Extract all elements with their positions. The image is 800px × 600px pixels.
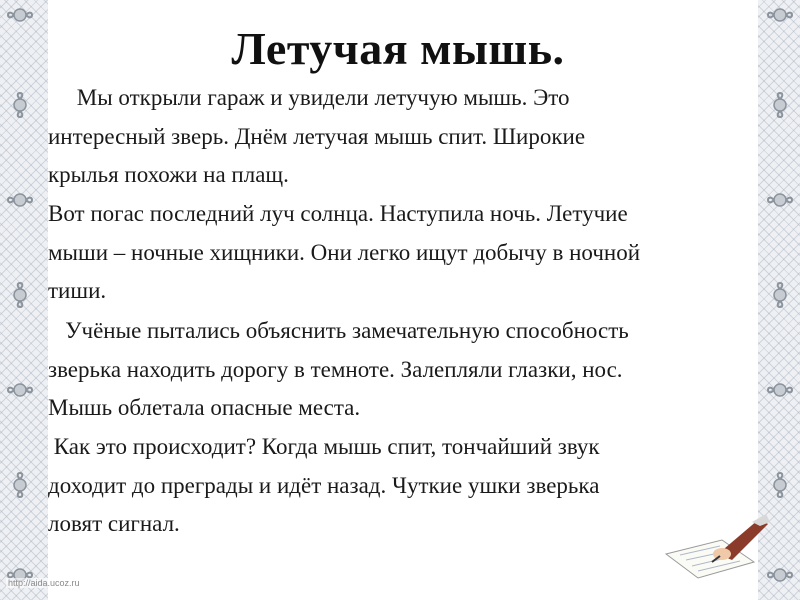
hand-writing-on-paper-icon: [662, 510, 772, 580]
text-line: крылья похожи на плащ.: [48, 162, 289, 187]
silver-scroll-ornament-icon: [768, 9, 792, 21]
text-line: доходит до преграды и идёт назад. Чуткие ушки зверька: [48, 472, 600, 498]
silver-scroll-ornament-icon: [774, 93, 786, 117]
text-line: ловят сигнал.: [48, 511, 180, 536]
slide-content: [48, 0, 758, 600]
text-line: интересный зверь. Днём летучая мышь спит. Широкие: [48, 123, 586, 149]
paragraph-4: [48, 428, 748, 544]
text-line: мыши – ночные хищники. Они легко ищут добычу в ночной: [48, 239, 641, 265]
paragraph-3: [48, 312, 748, 428]
silver-scroll-ornament-icon: [774, 283, 786, 307]
text-line: тиши.: [48, 278, 107, 303]
silver-scroll-ornament-icon: [768, 384, 792, 396]
text-line: Как это происходит? Когда мышь спит, тончайший звук: [48, 434, 600, 459]
text-line: Мы открыли гараж и увидели летучую мышь. Это: [48, 85, 570, 110]
text-line: Вот погас последний луч солнца. Наступила ночь. Летучие: [48, 201, 628, 226]
page-title: Летучая мышь.: [231, 23, 565, 74]
text-line: Мышь облетала опасные места.: [48, 395, 361, 420]
silver-scroll-ornament-icon: [774, 473, 786, 497]
silver-scroll-ornament-icon: [8, 384, 32, 396]
left-ornament-column: [0, 0, 40, 600]
paragraph-2: [48, 195, 748, 311]
silver-scroll-ornament-icon: [14, 473, 26, 497]
silver-scroll-ornament-icon: [768, 194, 792, 206]
silver-scroll-ornament-icon: [8, 9, 32, 21]
watermark-url: http://aida.ucoz.ru: [8, 578, 80, 588]
text-line: зверька находить дорогу в темноте. Залепляли глазки, нос.: [48, 356, 623, 382]
text-line: Учёные пытались объяснить замечательную способность: [48, 318, 629, 343]
silver-scroll-ornament-icon: [14, 283, 26, 307]
paragraph-1: [48, 79, 748, 195]
silver-scroll-ornament-icon: [8, 194, 32, 206]
silver-scroll-ornament-icon: [14, 93, 26, 117]
